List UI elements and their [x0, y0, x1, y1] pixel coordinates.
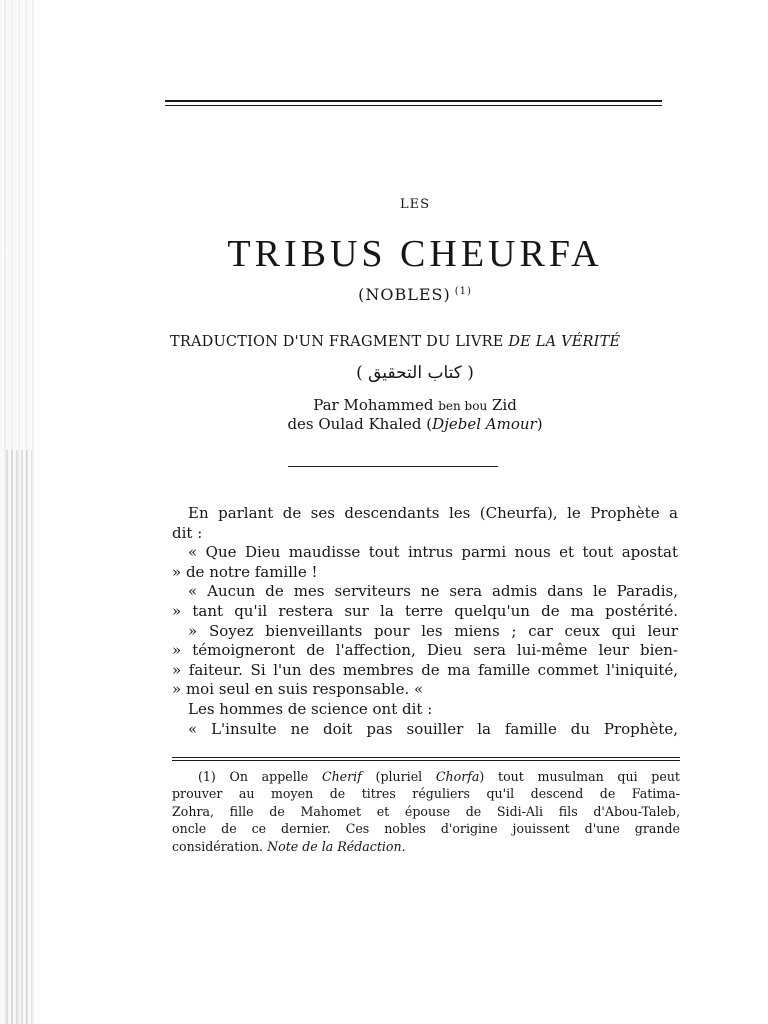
footnote-line-2: prouver au moyen de titres réguliers qu'il descend de Fatima-: [172, 786, 680, 802]
section-rule: [288, 466, 498, 467]
body-line: Les hommes de science ont dit :: [188, 699, 433, 718]
footnote-line-3: Zohra, fille de Mahomet et épouse de Sidi-Ali fils d'Abou-Taleb,: [172, 803, 680, 819]
translation-prefix: TRADUCTION D'UN FRAGMENT DU LIVRE: [170, 334, 504, 350]
footnote: [172, 768, 680, 855]
footnote-text: (1) On appelle: [198, 769, 309, 784]
footnote-line-5: [172, 838, 680, 855]
author-par: Par: [313, 396, 339, 414]
arabic-title: ( كتاب التحقيق ): [356, 363, 474, 383]
subtitle-text: (NOBLES): [358, 285, 451, 304]
footnote-text: ) tout musulman qui peut: [479, 769, 680, 784]
body-line: dit :: [172, 523, 203, 542]
body-line: « Que Dieu maudisse tout intrus parmi nous et tout apostat: [188, 543, 678, 562]
subtitle: [160, 285, 670, 304]
footnote-line-4: oncle de ce dernier. Ces nobles d'origine jouissent d'une grande: [172, 821, 680, 837]
footnote-rule: [172, 757, 680, 761]
author-zid: Zid: [491, 396, 517, 414]
term-chorfa: Chorfa: [435, 769, 480, 784]
body-line: » Soyez bienveillants pour les miens ; car ceux qui leur: [188, 621, 678, 640]
author-ben: ben bou: [438, 399, 488, 413]
origin-line: [160, 415, 670, 433]
body-line: « Aucun de mes serviteurs ne sera admis dans le Paradis,: [188, 582, 678, 601]
book-title: DE LA VÉRITÉ: [508, 334, 621, 350]
body-line: En parlant de ses descendants les (Cheurfa), le Prophète a: [188, 504, 678, 522]
author-line: [160, 396, 670, 414]
header-les: LES: [399, 197, 431, 212]
page-title: TRIBUS CHEURFA: [227, 233, 603, 275]
body-line: » témoigneront de l'affection, Dieu sera lui-même leur bien-: [172, 641, 678, 660]
footnote-marker: (1): [454, 285, 472, 297]
top-double-rule: [165, 100, 662, 106]
author-name: Mohammed: [343, 396, 434, 414]
body-line: » de notre famille !: [172, 562, 318, 581]
body-text: [172, 504, 678, 739]
translation-line: [170, 334, 680, 350]
body-line: » moi seul en suis responsable. «: [172, 680, 424, 699]
origin-place: Djebel Amour: [432, 415, 537, 433]
editor-note: Note de la Rédaction.: [267, 838, 406, 854]
term-cherif: Cherif: [321, 769, 362, 784]
origin-suffix: ): [536, 415, 543, 433]
footnote-text: (pluriel: [375, 769, 423, 784]
footnote-line-1: [172, 768, 680, 785]
body-line: » faiteur. Si l'un des membres de ma famille commet l'iniquité,: [172, 660, 678, 679]
footnote-text: considération.: [172, 838, 264, 854]
binding-shadow: [6, 450, 32, 1024]
origin-prefix: des Oulad Khaled (: [287, 415, 433, 433]
body-line: « L'insulte ne doit pas souiller la famille du Prophète,: [188, 719, 678, 738]
body-line: » tant qu'il restera sur la terre quelqu'un de ma postérité.: [172, 601, 678, 620]
